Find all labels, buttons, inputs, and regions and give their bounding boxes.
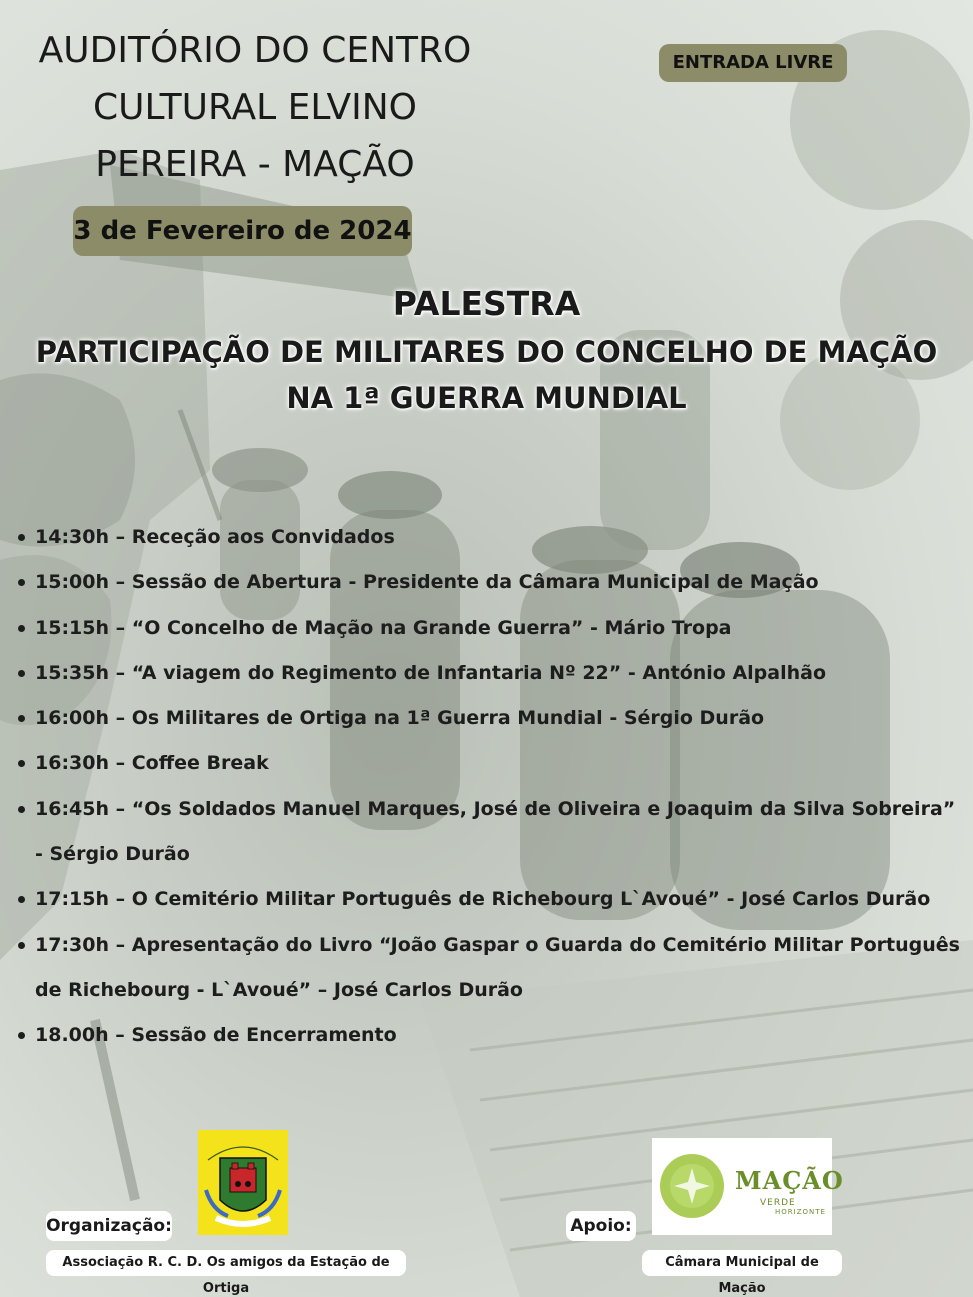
- venue-heading: [0, 22, 510, 193]
- program-item: 17:15h – O Cemitério Militar Português de Richebourg L`Avoué” - José Carlos Durão: [18, 877, 963, 922]
- program-item: 16:45h – “Os Soldados Manuel Marques, José de Oliveira e Joaquim da Silva Sobreira” - Sérgio Durão: [18, 787, 963, 878]
- macao-logo-text: MAÇÃO: [735, 1166, 844, 1195]
- support-label: Apoio:: [566, 1211, 636, 1241]
- program-item: 14:30h – Receção aos Convidados: [18, 515, 963, 560]
- program-list: [18, 515, 963, 1059]
- event-title-line-2: NA 1ª GUERRA MUNDIAL: [286, 381, 687, 415]
- venue-line-2: CULTURAL ELVINO: [93, 87, 417, 128]
- event-title-line-1: PARTICIPAÇÃO DE MILITARES DO CONCELHO DE MAÇÃO: [35, 335, 938, 369]
- free-entry-badge: ENTRADA LIVRE: [659, 44, 847, 82]
- organization-name: Associação R. C. D. Os amigos da Estação de Ortiga: [46, 1250, 406, 1276]
- venue-line-1: AUDITÓRIO DO CENTRO: [38, 30, 472, 71]
- venue-line-3: PEREIRA - MAÇÃO: [95, 144, 415, 185]
- date-badge: 3 de Fevereiro de 2024: [73, 206, 412, 256]
- program-item: 15:15h – “O Concelho de Mação na Grande Guerra” - Mário Tropa: [18, 606, 963, 651]
- program-item: 15:35h – “A viagem do Regimento de Infantaria Nº 22” - António Alpalhão: [18, 651, 963, 696]
- macao-logo-subtext: VERDE: [760, 1198, 796, 1208]
- association-crest-logo: [198, 1130, 288, 1235]
- program-item: 17:30h – Apresentação do Livro “João Gaspar o Guarda do Cemitério Militar Português de Richebourg - L`Avoué” – José Carlos Durão: [18, 923, 963, 1014]
- program-item: 16:30h – Coffee Break: [18, 741, 963, 786]
- program-item: 18.00h – Sessão de Encerramento: [18, 1013, 963, 1058]
- organization-label: Organização:: [46, 1211, 172, 1241]
- event-type-title: PALESTRA: [392, 284, 581, 323]
- program-item: 15:00h – Sessão de Abertura - Presidente da Câmara Municipal de Mação: [18, 560, 963, 605]
- program-item: 16:00h – Os Militares de Ortiga na 1ª Guerra Mundial - Sérgio Durão: [18, 696, 963, 741]
- support-name: Câmara Municipal de Mação: [642, 1250, 842, 1276]
- macao-logo-subtext-2: HORIZONTE: [775, 1208, 826, 1216]
